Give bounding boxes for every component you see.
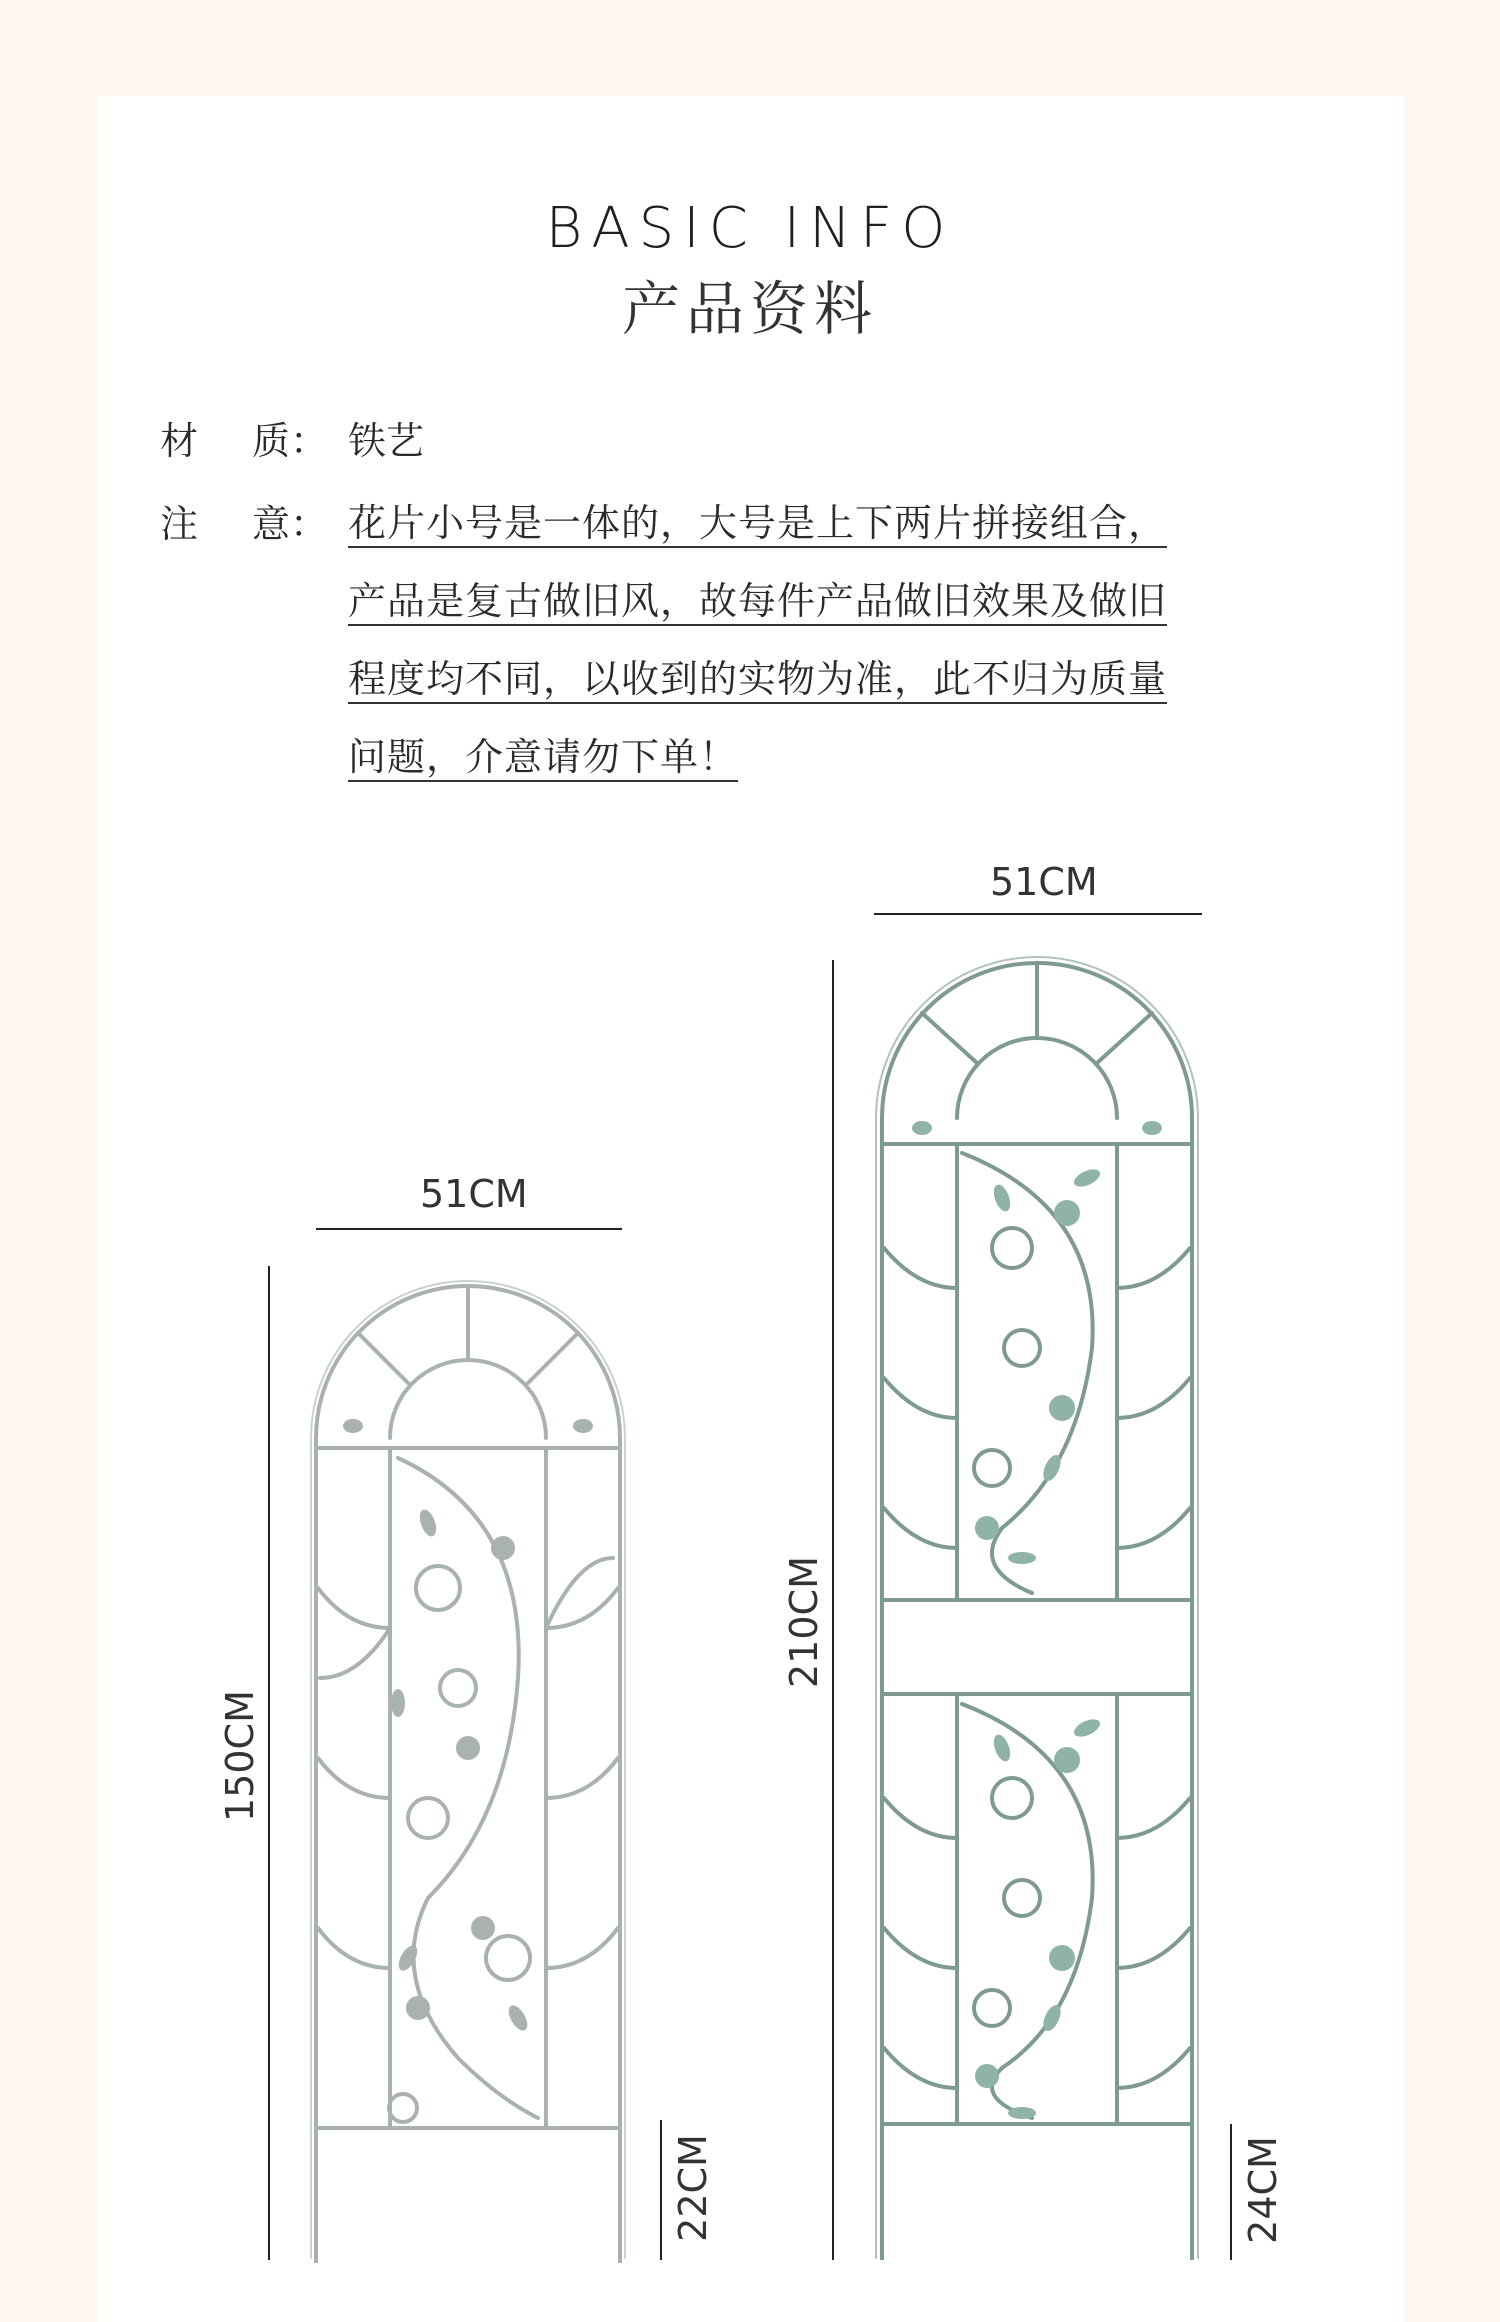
large-trellis-image bbox=[872, 948, 1202, 2268]
large-leg-line bbox=[1230, 2124, 1232, 2260]
small-leg-line bbox=[660, 2120, 662, 2260]
small-width-label: 51CM bbox=[420, 1172, 528, 1216]
material-value: 铁艺 bbox=[348, 419, 425, 463]
large-height-label: 210CM bbox=[782, 1556, 826, 1688]
small-height-line bbox=[268, 1266, 270, 2260]
small-leg-label: 22CM bbox=[671, 2134, 715, 2242]
section-title-cn: 产品资料 bbox=[621, 275, 878, 343]
note-line-3: 程度均不同，以收到的实物为准，此不归为质量 bbox=[348, 656, 1167, 704]
large-width-line bbox=[874, 913, 1202, 915]
large-leg-label: 24CM bbox=[1241, 2136, 1285, 2244]
note-line-4: 问题，介意请勿下单！ bbox=[348, 734, 738, 782]
small-trellis-image bbox=[308, 1258, 628, 2268]
note-line-1: 花片小号是一体的，大号是上下两片拼接组合， bbox=[348, 500, 1167, 548]
material-row: 材 质： 铁艺 bbox=[0, 402, 1500, 480]
note-line-2: 产品是复古做旧风，故每件产品做旧效果及做旧 bbox=[348, 578, 1167, 626]
section-title-en: BASIC INFO bbox=[545, 196, 955, 261]
note-row: 注 意： bbox=[160, 502, 329, 546]
large-width-label: 51CM bbox=[990, 860, 1098, 904]
small-width-line bbox=[316, 1228, 622, 1230]
large-height-line bbox=[832, 960, 834, 2260]
small-height-label: 150CM bbox=[218, 1690, 262, 1822]
